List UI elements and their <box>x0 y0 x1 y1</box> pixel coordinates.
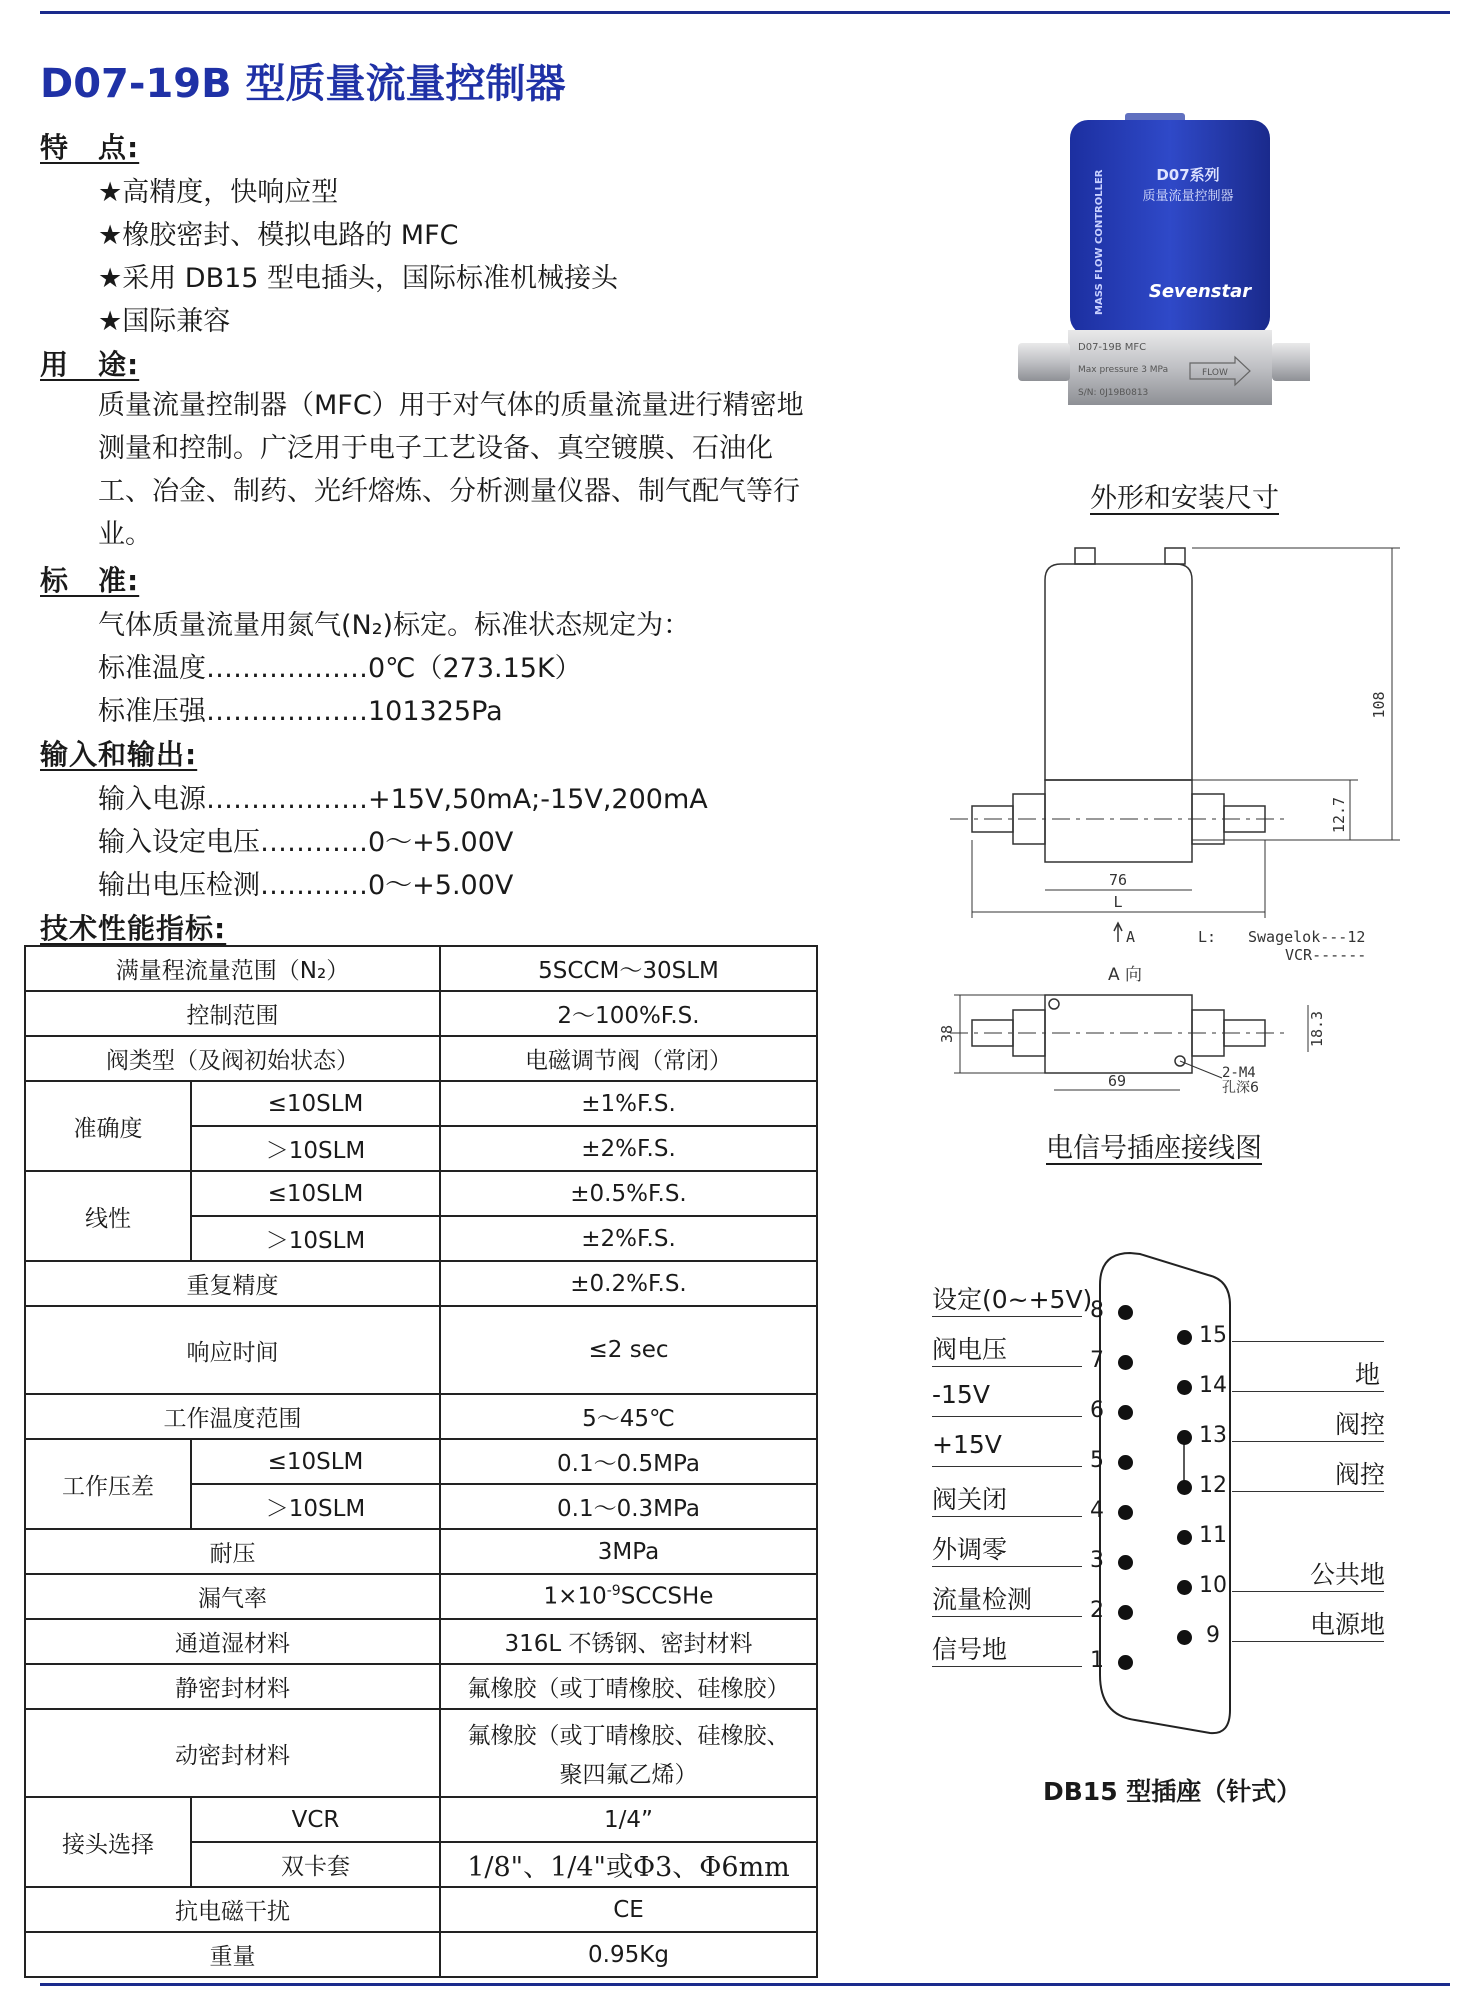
pin-dot <box>1118 1655 1133 1670</box>
pin-dot <box>1177 1630 1192 1645</box>
front-top-connector-2 <box>1165 548 1185 564</box>
table-row <box>25 1887 817 1932</box>
table-row <box>25 1036 817 1081</box>
spec-label: 准确度 <box>25 1081 191 1171</box>
io-heading: 输入和输出: <box>40 738 198 771</box>
pin-label: 电源地 <box>1310 1610 1386 1639</box>
pin-dot <box>1118 1305 1133 1320</box>
front-view <box>950 548 1400 918</box>
spec-range: ＞10SLM <box>191 1484 440 1529</box>
dim-76-label: 76 <box>1108 871 1128 889</box>
table-row <box>25 1709 817 1797</box>
pin-label: 阀关闭 <box>932 1485 1008 1514</box>
arrow-A-icon <box>1114 923 1122 942</box>
pin-leader <box>932 1366 1082 1367</box>
spec-label: 静密封材料 <box>25 1664 440 1709</box>
pin-leader <box>1232 1591 1384 1592</box>
leak-unit: SCCSHe <box>620 1583 714 1610</box>
dim-18-3-label: 18.3 <box>1308 1010 1326 1048</box>
standard-intro: 气体质量流量用氮气(N₂)标定。标准状态规定为： <box>98 610 691 641</box>
spec-range: ≤10SLM <box>191 1171 440 1216</box>
photo-side-text: MASS FLOW CONTROLLER <box>1094 169 1105 315</box>
pin-dot <box>1118 1405 1133 1420</box>
spec-range: VCR <box>191 1797 440 1842</box>
spec-value: 0.95Kg <box>440 1932 817 1977</box>
top-rule <box>40 11 1450 14</box>
dimension-drawing <box>930 540 1430 1100</box>
photo-flow-label: FLOW <box>1202 368 1228 378</box>
spec-label: 漏气率 <box>25 1574 440 1619</box>
pin-label: 阀控 <box>1335 1460 1386 1489</box>
pin-leader <box>1232 1391 1384 1392</box>
pin-number: 14 <box>1199 1373 1227 1398</box>
pin-number: 3 <box>1090 1548 1104 1573</box>
pin-dot <box>1177 1580 1192 1595</box>
spec-label: 工作温度范围 <box>25 1394 440 1439</box>
pin-label: 公共地 <box>1310 1560 1386 1589</box>
pin-number: 2 <box>1090 1598 1104 1623</box>
pin-label: 信号地 <box>932 1635 1008 1664</box>
spec-value: 316L 不锈钢、密封材料 <box>440 1619 817 1664</box>
table-row <box>25 1439 817 1484</box>
photo-model: D07-19B MFC <box>1078 342 1147 353</box>
pin-label: -15V <box>932 1380 990 1409</box>
spec-value: ±1%F.S. <box>440 1081 817 1126</box>
photo-right-fitting <box>1272 343 1310 381</box>
photo-serial: S/N: 0J19B0813 <box>1078 388 1149 398</box>
pin-number: 15 <box>1199 1323 1227 1348</box>
table-row <box>25 1081 817 1126</box>
table-row <box>25 1797 817 1842</box>
pin-dot <box>1118 1605 1133 1620</box>
standard-temp: 标准温度………………0℃（273.15K） <box>98 653 582 684</box>
pin-dot <box>1177 1380 1192 1395</box>
spec-label: 通道湿材料 <box>25 1619 440 1664</box>
spec-label: 耐压 <box>25 1529 440 1574</box>
spec-label: 线性 <box>25 1171 191 1261</box>
io-power: 输入电源………………+15V,50mA;-15V,200mA <box>98 784 708 815</box>
page-title: D07-19B 型质量流量控制器 <box>40 61 566 107</box>
pin-number: 1 <box>1090 1648 1104 1673</box>
pin-number: 13 <box>1199 1423 1227 1448</box>
pin-label: 阀电压 <box>932 1335 1008 1364</box>
spec-label: 抗电磁干扰 <box>25 1887 440 1932</box>
spec-range: ＞10SLM <box>191 1126 440 1171</box>
spec-label: 响应时间 <box>25 1306 440 1394</box>
spec-label: 控制范围 <box>25 991 440 1036</box>
pin-number: 5 <box>1090 1448 1104 1473</box>
table-row <box>25 1171 817 1216</box>
pin-dot <box>1177 1330 1192 1345</box>
dim-38-label: 38 <box>938 1024 956 1044</box>
pin-label: 流量检测 <box>932 1585 1033 1614</box>
dim-69-label: 69 <box>1107 1072 1127 1090</box>
spec-value: 2～100%F.S. <box>440 991 817 1036</box>
pin-number: 12 <box>1199 1473 1227 1498</box>
spec-range: ＞10SLM <box>191 1216 440 1261</box>
dim-L-label: L <box>1113 893 1123 911</box>
usage-text: 质量流量控制器（MFC）用于对气体的质量流量进行精密地测量和控制。广泛用于电子工艺设备、真空镀膜、石油化工、冶金、制药、光纤熔炼、分析测量仪器、制气配气等行业。 <box>98 390 804 550</box>
pin-dot <box>1118 1555 1133 1570</box>
spec-value: 3MPa <box>440 1529 817 1574</box>
spec-value: 0.1～0.5MPa <box>440 1439 817 1484</box>
spec-label: 工作压差 <box>25 1439 191 1529</box>
pin-leader <box>932 1316 1082 1317</box>
pin-number: 4 <box>1090 1498 1104 1523</box>
usage-heading: 用 途: <box>40 348 140 381</box>
db15-caption: DB15 型插座（针式） <box>1043 1777 1302 1806</box>
photo-series-line1: D07系列 <box>1156 166 1220 184</box>
spec-label: 动密封材料 <box>25 1709 440 1797</box>
pin-dot <box>1118 1505 1133 1520</box>
table-row <box>25 1529 817 1574</box>
legend-L: L: <box>1198 928 1217 946</box>
pin-dot <box>1177 1530 1192 1545</box>
pin-dot <box>1118 1355 1133 1370</box>
arrow-A-label: A <box>1126 928 1136 946</box>
spec-value: ±2%F.S. <box>440 1216 817 1261</box>
front-base <box>1045 780 1192 862</box>
table-row <box>25 1574 817 1619</box>
front-body <box>1045 564 1192 780</box>
drawing-caption: 外形和安装尺寸 <box>1090 483 1279 514</box>
spec-range: 双卡套 <box>191 1842 440 1887</box>
leak-exp: -9 <box>606 1583 621 1600</box>
pin-leader <box>1232 1491 1384 1492</box>
dynamic-value-line: 氟橡胶（或丁晴橡胶、硅橡胶、 <box>467 1723 790 1749</box>
pin-number: 9 <box>1206 1623 1220 1648</box>
feature-item: ★橡胶密封、模拟电路的 MFC <box>98 220 459 251</box>
pin-label: 设定(0~+5V) <box>932 1285 1093 1314</box>
spec-range: ≤10SLM <box>191 1439 440 1484</box>
spec-value: 0.1～0.3MPa <box>440 1484 817 1529</box>
legend-vcr: VCR------ <box>1285 946 1367 964</box>
spec-value: 5SCCM～30SLM <box>440 946 817 991</box>
spec-table <box>24 945 818 1978</box>
spec-value <box>440 1709 817 1797</box>
photo-brand: Sevenstar <box>1148 281 1252 302</box>
pin-label: 地 <box>1355 1360 1381 1389</box>
table-row <box>25 1619 817 1664</box>
pin-number: 10 <box>1199 1573 1227 1598</box>
pin-label: +15V <box>932 1430 1002 1459</box>
spec-value <box>440 1574 817 1619</box>
dim-108-label: 108 <box>1370 691 1388 719</box>
pin-leader <box>1232 1341 1384 1342</box>
io-setpoint: 输入设定电压…………0～+5.00V <box>98 827 514 858</box>
spec-value: ≤2 sec <box>440 1306 817 1394</box>
spec-value: 5～45℃ <box>440 1394 817 1439</box>
feature-item: ★国际兼容 <box>98 306 231 337</box>
photo-left-fitting <box>1018 343 1070 381</box>
table-row <box>25 1306 817 1394</box>
spec-label: 重复精度 <box>25 1261 440 1306</box>
legend-swagelok: Swagelok---12 <box>1248 928 1366 946</box>
feature-item: ★高精度，快响应型 <box>98 177 339 208</box>
leak-base: 1×10 <box>543 1583 607 1610</box>
spec-value: 氟橡胶（或丁晴橡胶、硅橡胶） <box>440 1664 817 1709</box>
spec-value: CE <box>440 1887 817 1932</box>
pin-number: 6 <box>1090 1398 1104 1423</box>
features-heading: 特 点: <box>40 131 140 164</box>
bottom-body <box>1045 995 1192 1073</box>
connector-caption: 电信号插座接线图 <box>1046 1133 1262 1164</box>
spec-label: 接头选择 <box>25 1797 191 1887</box>
spec-value: 1/4” <box>440 1797 817 1842</box>
spec-value: ±2%F.S. <box>440 1126 817 1171</box>
pin-label: 外调零 <box>932 1535 1008 1564</box>
hole-label-2: 孔深6 <box>1222 1080 1259 1096</box>
table-row <box>25 946 817 991</box>
spec-label: 阀类型（及阀初始状态） <box>25 1036 440 1081</box>
table-row <box>25 991 817 1036</box>
table-row <box>25 1261 817 1306</box>
pin-label: 阀控 <box>1335 1410 1386 1439</box>
pin-leader <box>932 1566 1082 1567</box>
mount-hole-left <box>1049 999 1059 1009</box>
specs-heading: 技术性能指标: <box>40 912 227 945</box>
standard-pressure: 标准压强………………101325Pa <box>98 696 503 727</box>
photo-pressure: Max pressure 3 MPa <box>1078 365 1169 375</box>
pin-number: 7 <box>1090 1348 1104 1373</box>
spec-label: 满量程流量范围（N₂） <box>25 946 440 991</box>
pin-leader <box>932 1666 1082 1667</box>
pin-dot <box>1177 1480 1192 1495</box>
pin-leader <box>932 1416 1082 1417</box>
table-row <box>25 1664 817 1709</box>
spec-value: ±0.5%F.S. <box>440 1171 817 1216</box>
front-top-connector-1 <box>1075 548 1095 564</box>
spec-value: 1/8"、1/4"或Φ3、Φ6mm <box>440 1842 817 1887</box>
pin-leader <box>932 1616 1082 1617</box>
io-output: 输出电压检测…………0～+5.00V <box>98 870 514 901</box>
bottom-rule <box>40 1983 1450 1986</box>
dynamic-value-line: 聚四氟乙烯） <box>559 1762 698 1788</box>
view-A-label: A 向 <box>1107 965 1143 985</box>
dim-12-7-label: 12.7 <box>1330 796 1348 834</box>
pin-leader <box>932 1466 1082 1467</box>
pin-leader <box>1232 1441 1384 1442</box>
pin-number: 8 <box>1090 1298 1104 1323</box>
spec-value: ±0.2%F.S. <box>440 1261 817 1306</box>
spec-range: ≤10SLM <box>191 1081 440 1126</box>
photo-series-line2: 质量流量控制器 <box>1142 189 1234 204</box>
table-row <box>25 1932 817 1977</box>
feature-item: ★采用 DB15 型电插头，国际标准机械接头 <box>98 263 619 294</box>
spec-label: 重量 <box>25 1932 440 1977</box>
hole-label-1: 2-M4 <box>1222 1065 1256 1081</box>
standard-heading: 标 准: <box>40 564 140 597</box>
product-photo <box>1010 105 1310 415</box>
pin-leader <box>932 1516 1082 1517</box>
spec-value: 电磁调节阀（常闭） <box>440 1036 817 1081</box>
hole-leader <box>1180 1061 1222 1078</box>
pin-dot <box>1118 1455 1133 1470</box>
pin-dot <box>1177 1430 1192 1445</box>
pin-leader <box>1232 1641 1384 1642</box>
table-row <box>25 1394 817 1439</box>
pin-number: 11 <box>1199 1523 1227 1548</box>
